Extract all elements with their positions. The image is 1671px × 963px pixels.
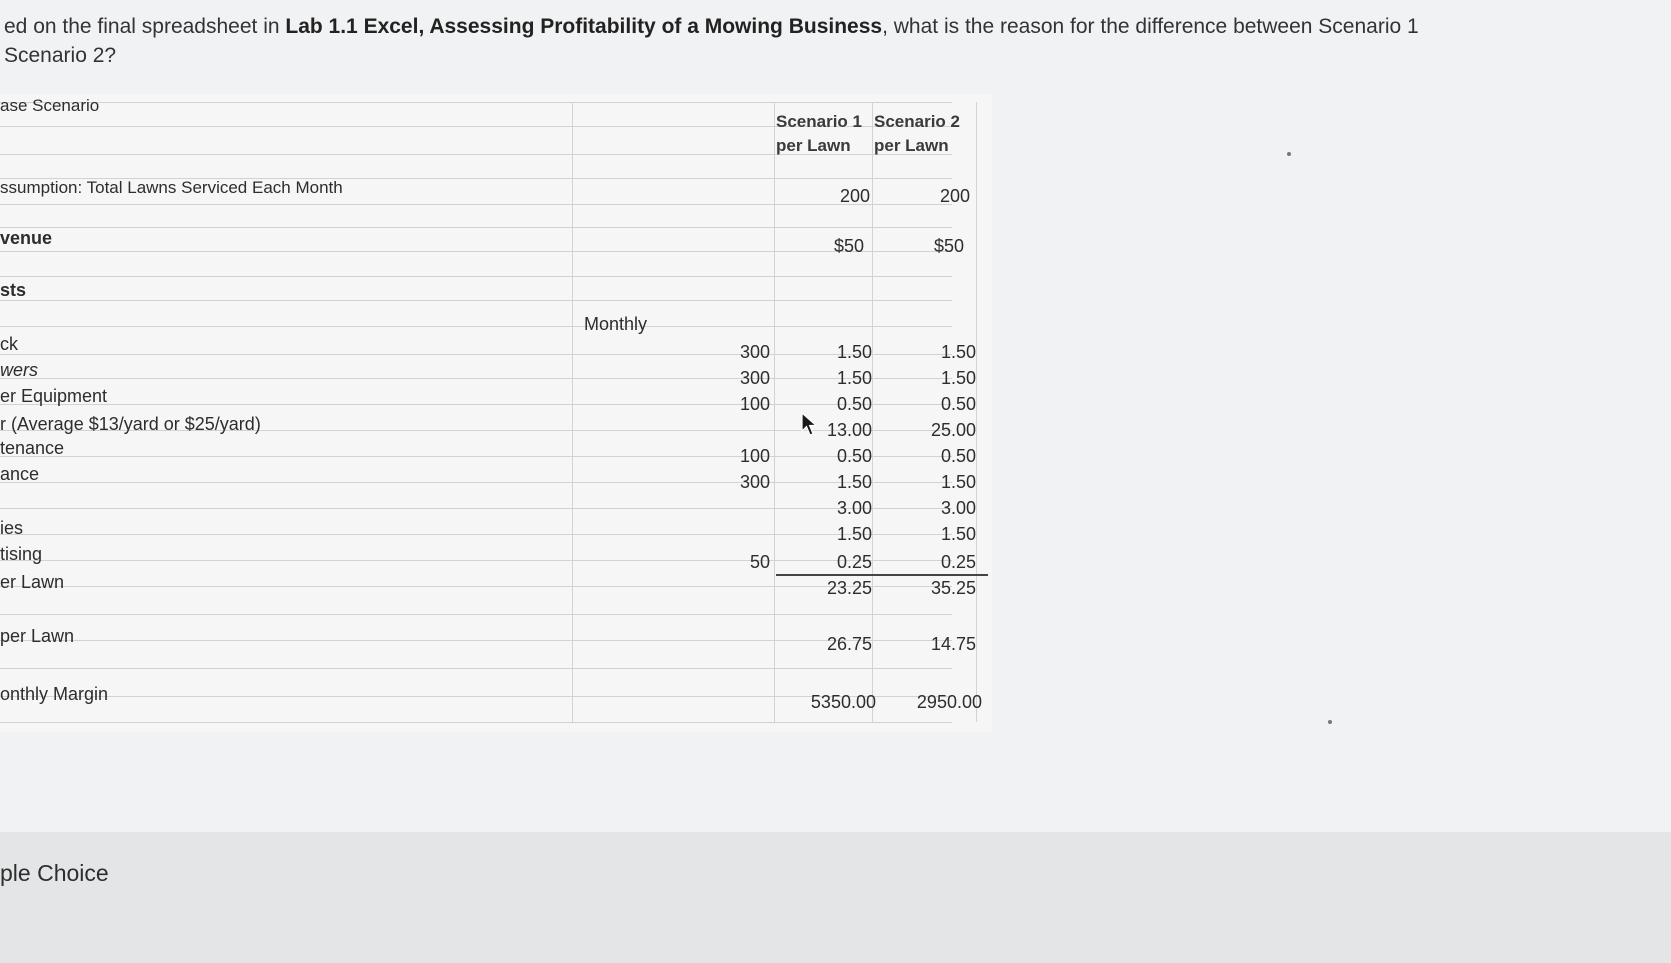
cost-monthly-2: 100 bbox=[739, 394, 770, 414]
revenue-s2: $50 bbox=[933, 236, 964, 256]
cost-label-4: tenance bbox=[0, 438, 65, 458]
cost-s1-5: 1.50 bbox=[836, 472, 872, 492]
cost-s2-0: 1.50 bbox=[940, 342, 976, 362]
cost-label-3: r (Average $13/yard or $25/yard) bbox=[0, 414, 261, 434]
total-cost-s1: 23.25 bbox=[826, 578, 872, 598]
cost-s2-2: 0.50 bbox=[940, 394, 976, 414]
cost-s1-1: 1.50 bbox=[836, 368, 872, 388]
cost-s2-6: 3.00 bbox=[940, 498, 976, 518]
cost-s1-3: 13.00 bbox=[826, 420, 872, 440]
cost-s2-8: 0.25 bbox=[940, 552, 976, 572]
scenario1-subheader: per Lawn bbox=[776, 136, 851, 155]
margin-per-lawn-s1: 26.75 bbox=[826, 634, 872, 654]
cost-s1-4: 0.50 bbox=[836, 446, 872, 466]
cost-label-8: tising bbox=[0, 544, 43, 564]
cost-monthly-4: 100 bbox=[739, 446, 770, 466]
cost-s1-8: 0.25 bbox=[836, 552, 872, 572]
cost-s1-6: 3.00 bbox=[836, 498, 872, 518]
costs-label: sts bbox=[0, 280, 27, 300]
cost-monthly-0: 300 bbox=[739, 342, 770, 362]
monthly-margin-s1: 5350.00 bbox=[810, 692, 876, 712]
cost-label-0: ck bbox=[0, 334, 18, 354]
cost-s2-1: 1.50 bbox=[940, 368, 976, 388]
cost-monthly-1: 300 bbox=[739, 368, 770, 388]
question-line-1: ed on the final spreadsheet in Lab 1.1 Excel, Assessing Profitability of a Mowing Business, what is the reason for the difference between Scenario 1 bbox=[4, 15, 1419, 38]
assumption-s2: 200 bbox=[939, 186, 970, 206]
dust-speck bbox=[1287, 152, 1291, 156]
cost-monthly-8: 50 bbox=[749, 552, 770, 572]
question-text bbox=[4, 12, 1664, 70]
multiple-choice-heading: ple Choice bbox=[0, 860, 109, 886]
monthly-header: Monthly bbox=[584, 314, 648, 334]
cost-s2-5: 1.50 bbox=[940, 472, 976, 492]
cost-label-1: wers bbox=[0, 360, 39, 380]
cost-label-2: er Equipment bbox=[0, 386, 108, 406]
monthly-margin-s2: 2950.00 bbox=[916, 692, 982, 712]
question-line-2: Scenario 2? bbox=[4, 44, 117, 67]
cost-s1-0: 1.50 bbox=[836, 342, 872, 362]
scenario2-header: Scenario 2 bbox=[874, 112, 960, 131]
cost-s1-2: 0.50 bbox=[836, 394, 872, 414]
monthly-margin-label: onthly Margin bbox=[0, 684, 109, 704]
total-underline bbox=[776, 574, 988, 576]
cost-s2-7: 1.50 bbox=[940, 524, 976, 544]
sheet-title: ase Scenario bbox=[0, 96, 100, 115]
assumption-label: ssumption: Total Lawns Serviced Each Month bbox=[0, 178, 343, 197]
cost-monthly-5: 300 bbox=[739, 472, 770, 492]
cost-label-9: er Lawn bbox=[0, 572, 65, 592]
scenario2-subheader: per Lawn bbox=[874, 136, 949, 155]
cost-label-5: ance bbox=[0, 464, 40, 484]
cost-s1-7: 1.50 bbox=[836, 524, 872, 544]
dust-speck bbox=[1328, 720, 1332, 724]
total-cost-s2: 35.25 bbox=[930, 578, 976, 598]
lab-title: Lab 1.1 Excel, Assessing Profitability of a Mowing Business bbox=[285, 15, 883, 38]
cost-s2-4: 0.50 bbox=[940, 446, 976, 466]
scenario1-header: Scenario 1 bbox=[776, 112, 862, 131]
assumption-s1: 200 bbox=[839, 186, 870, 206]
margin-per-lawn-label: per Lawn bbox=[0, 626, 75, 646]
revenue-label: venue bbox=[0, 228, 53, 248]
cost-label-7: ies bbox=[0, 518, 24, 538]
spreadsheet-image bbox=[0, 94, 992, 732]
cost-s2-3: 25.00 bbox=[930, 420, 976, 440]
revenue-s1: $50 bbox=[833, 236, 864, 256]
margin-per-lawn-s2: 14.75 bbox=[930, 634, 976, 654]
answer-section bbox=[0, 832, 1671, 963]
mouse-pointer-icon bbox=[801, 412, 819, 438]
